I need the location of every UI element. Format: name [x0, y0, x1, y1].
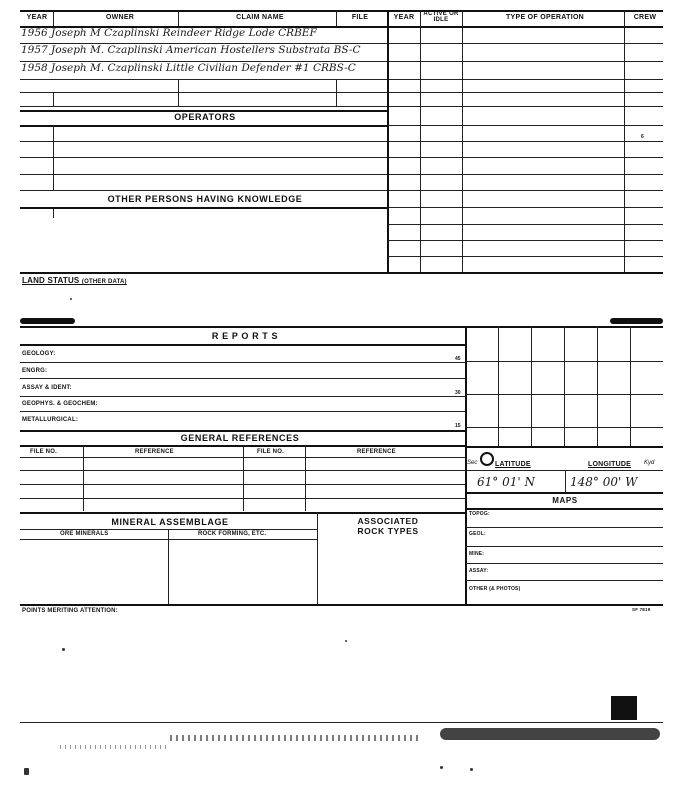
claims-col-divider-2 — [178, 10, 179, 26]
sec-mark: Sec — [467, 460, 478, 466]
ma-col-divider — [168, 529, 169, 604]
land-status-note: (OTHER DATA) — [81, 279, 127, 285]
gr-col-3 — [305, 445, 306, 511]
claims-blank-divider-2 — [178, 80, 179, 106]
claim-row-2: 1957 Joseph M. Czaplinski American Hostellers Substrata BS-C — [21, 44, 361, 56]
ops-row-3 — [388, 79, 663, 80]
lat-long-divider — [565, 470, 566, 492]
claims-col-divider-1 — [53, 10, 54, 26]
maps-geol: GEOL: — [469, 531, 486, 537]
claims-header-year: YEAR — [26, 14, 48, 21]
report-metallurgical-num: 15 — [455, 423, 461, 429]
ops-row-11 — [388, 207, 663, 208]
grid-col-4 — [597, 326, 598, 446]
report-line-5 — [20, 430, 465, 432]
scan-dot-6 — [70, 298, 72, 300]
scan-smear-mid — [170, 735, 420, 741]
ops-header-crew: CREW — [633, 14, 657, 21]
ops-header-year: YEAR — [393, 14, 415, 21]
claims-header-claim-name: CLAIM NAME — [236, 14, 284, 21]
land-status-text: LAND STATUS — [22, 276, 80, 285]
reports-header-bottom — [20, 344, 465, 346]
ops-row-10 — [388, 190, 663, 191]
grid-bottom — [466, 446, 663, 448]
gr-row-1 — [20, 470, 465, 471]
scan-dot-3 — [440, 766, 443, 769]
scan-dot-5 — [24, 768, 29, 775]
ops-header-type: TYPE OF OPERATION — [505, 14, 585, 21]
gr-col-1 — [83, 445, 84, 511]
ops-header-active: ACTIVE OR IDLE — [423, 11, 459, 23]
ops-row-14 — [388, 256, 663, 257]
scan-smudge-left — [20, 318, 75, 324]
latitude-value: 61° 01' N — [477, 475, 535, 489]
maps-mine: MINE: — [469, 551, 485, 557]
ops-row-4 — [388, 92, 663, 93]
maps-assay: ASSAY: — [469, 568, 489, 574]
ops-row-8 — [388, 157, 663, 158]
ore-minerals-header: ORE MINERALS — [60, 531, 109, 537]
claims-col-divider-3 — [336, 10, 337, 26]
grid-col-5 — [630, 326, 631, 446]
scan-dot-1 — [62, 648, 65, 651]
general-references-title: GENERAL REFERENCES — [180, 433, 300, 443]
associated-rock-types: ASSOCIATED ROCK TYPES — [357, 516, 419, 536]
land-status-label — [22, 276, 127, 285]
report-metallurgical: METALLURGICAL: — [22, 417, 79, 423]
gr-header-reference-1: REFERENCE — [135, 449, 174, 455]
claims-header-owner: OWNER — [105, 14, 135, 21]
gr-col-2 — [243, 445, 244, 511]
report-line-1 — [20, 362, 465, 363]
report-engrg: ENGRG: — [22, 368, 48, 374]
grid-row-2 — [466, 394, 663, 395]
report-line-2 — [20, 378, 465, 379]
latitude-label: LATITUDE — [495, 461, 531, 468]
scan-dot-2 — [345, 640, 347, 642]
claim-row-line-3 — [20, 79, 387, 80]
scan-black-square — [611, 696, 637, 720]
claim-row-3: 1958 Joseph M. Czaplinski Little Civilian Defender #1 CRBS-C — [21, 62, 356, 74]
grid-col-1 — [498, 326, 499, 446]
maps-title: MAPS — [552, 496, 578, 505]
grid-col-2 — [531, 326, 532, 446]
gr-header-file-no-1: FILE NO. — [30, 449, 57, 455]
gr-row-2 — [20, 484, 465, 485]
operators-row-1 — [20, 141, 387, 142]
report-line-3 — [20, 396, 465, 397]
scan-smudge-right — [610, 318, 663, 324]
longitude-label: LONGITUDE — [588, 461, 632, 468]
claims-header-file: FILE — [351, 14, 369, 21]
operators-divider — [53, 125, 54, 191]
top-section-bottom-rule — [20, 272, 663, 274]
ops-row-1 — [388, 43, 663, 44]
scan-dot-4 — [470, 768, 473, 771]
operators-title: OPERATORS — [174, 112, 236, 122]
ops-row-12 — [388, 224, 663, 225]
report-geophys: GEOPHYS. & GEOCHEM: — [22, 401, 98, 407]
ops-header-bottom — [388, 26, 663, 28]
gr-header-reference-2: REFERENCE — [357, 449, 396, 455]
ops-row-13 — [388, 240, 663, 241]
other-persons-divider — [53, 208, 54, 218]
ops-row-9 — [388, 174, 663, 175]
mineral-assemblage-title: MINERAL ASSEMBLAGE — [111, 517, 229, 527]
operators-row-3 — [20, 174, 387, 175]
grid-row-1 — [466, 361, 663, 362]
rock-forming-header: ROCK FORMING, ETC. — [198, 531, 267, 537]
ops-row-6 — [388, 125, 663, 126]
grid-col-3 — [564, 326, 565, 446]
top-border — [20, 10, 663, 12]
ops-row-7 — [388, 141, 663, 142]
maps-line-1 — [466, 527, 663, 528]
report-assay-num: 30 — [455, 390, 461, 396]
ops-stray-mark: 6 — [641, 134, 644, 140]
maps-line-4 — [466, 580, 663, 581]
ops-row-2 — [388, 61, 663, 62]
scan-smear-left — [60, 745, 170, 749]
ops-row-5 — [388, 106, 663, 107]
grid-row-3 — [466, 427, 663, 428]
claims-blank-divider-3 — [336, 80, 337, 106]
longitude-mark: Kyd — [644, 460, 655, 466]
gr-header-file-no-2: FILE NO. — [257, 449, 284, 455]
reports-title: R E P O R T S — [211, 331, 279, 341]
gr-row-3 — [20, 498, 465, 499]
maps-title-bottom — [466, 508, 663, 510]
reports-top-rule — [20, 326, 663, 328]
report-line-4 — [20, 411, 465, 412]
maps-line-3 — [466, 563, 663, 564]
operators-row-4 — [20, 190, 387, 191]
operators-header-bottom — [20, 125, 387, 127]
scan-smear-right — [440, 728, 660, 740]
other-persons-rule — [20, 207, 387, 209]
longitude-value: 148° 00' W — [570, 475, 638, 489]
lat-long-bottom — [466, 492, 663, 494]
form-number: SF 7819 — [632, 607, 651, 612]
maps-line-2 — [466, 546, 663, 547]
maps-other: OTHER (& PHOTOS) — [469, 586, 521, 592]
claim-row-line-4 — [20, 92, 387, 93]
operators-row-2 — [20, 157, 387, 158]
lower-bottom-rule — [20, 604, 663, 606]
other-persons-title: OTHER PERSONS HAVING KNOWLEDGE — [107, 194, 303, 204]
claim-row-line-5 — [20, 106, 387, 107]
claims-blank-divider-1 — [53, 92, 54, 106]
report-geology: GEOLOGY: — [22, 351, 56, 357]
report-geology-num: 45 — [455, 356, 461, 362]
points-meriting-attention: POINTS MERITING ATTENTION: — [22, 608, 118, 614]
ma-associated-divider — [317, 512, 318, 604]
report-assay: ASSAY & IDENT: — [22, 385, 72, 391]
ma-header-bottom — [20, 539, 317, 540]
bottom-rule — [20, 722, 663, 723]
sec-circle-mark — [480, 452, 494, 466]
gr-bottom — [20, 512, 465, 514]
claim-row-1: 1956 Joseph M Czaplinski Reindeer Ridge Lode CRBEF — [21, 27, 317, 39]
maps-topog: TOPOG: — [469, 511, 490, 517]
